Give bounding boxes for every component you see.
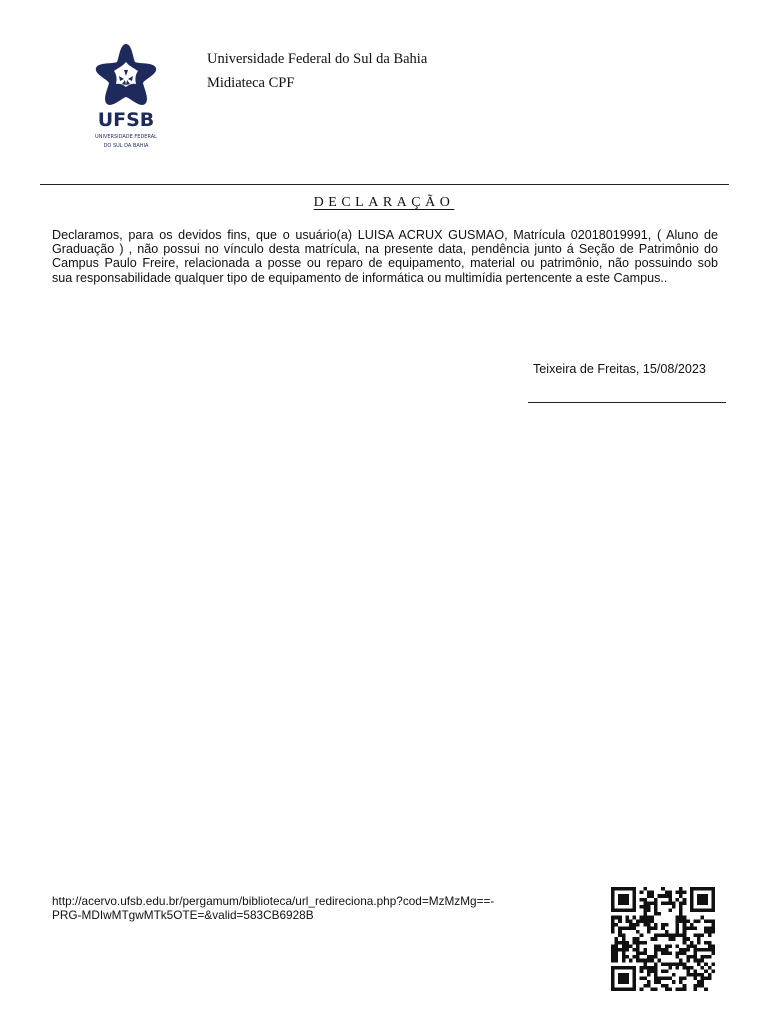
svg-text:DO SUL DA BAHIA: DO SUL DA BAHIA <box>103 143 149 149</box>
document-title: DECLARAÇÃO <box>313 195 455 210</box>
body-line: Declaramos, para os devidos fins, que o usuário(a) LUISA ACRUX GUSMAO, Matrícula 02018019991, ( Aluno de <box>52 228 718 242</box>
ufsb-logo <box>84 42 168 152</box>
department-name: Midiateca CPF <box>207 75 295 91</box>
body-line: Graduação ) , não possui no vínculo desta matrícula, na presente data, pendência junto á Seção de Patrimônio do <box>52 242 718 257</box>
qr-code <box>609 887 717 991</box>
verification-url[interactable] <box>52 894 592 922</box>
body-line: Campus Paulo Freire, relacionada a posse ou reparo de equipamento, material ou patrimônio, não possuindo sob <box>52 256 718 271</box>
svg-text:UNIVERSIDADE FEDERAL: UNIVERSIDADE FEDERAL <box>95 134 157 140</box>
star-emblem-icon <box>96 44 156 105</box>
place-date: Teixeira de Freitas, 15/08/2023 <box>533 362 706 376</box>
institution-name: Universidade Federal do Sul da Bahia <box>207 51 428 67</box>
signature-line <box>528 402 726 403</box>
qr-modules <box>611 887 715 991</box>
url-line: PRG-MDIwMTgwMTk5OTE=&valid=583CB6928B <box>52 908 314 922</box>
url-line: http://acervo.ufsb.edu.br/pergamum/biblioteca/url_redireciona.php?cod=MzMzMg==- <box>52 894 495 908</box>
declaration-body <box>52 228 718 285</box>
svg-text:UFSB: UFSB <box>97 109 155 131</box>
header-divider <box>40 184 729 185</box>
body-line: sua responsabilidade qualquer tipo de equipamento de informática ou multimídia pertencente a este Campus.. <box>52 270 668 285</box>
